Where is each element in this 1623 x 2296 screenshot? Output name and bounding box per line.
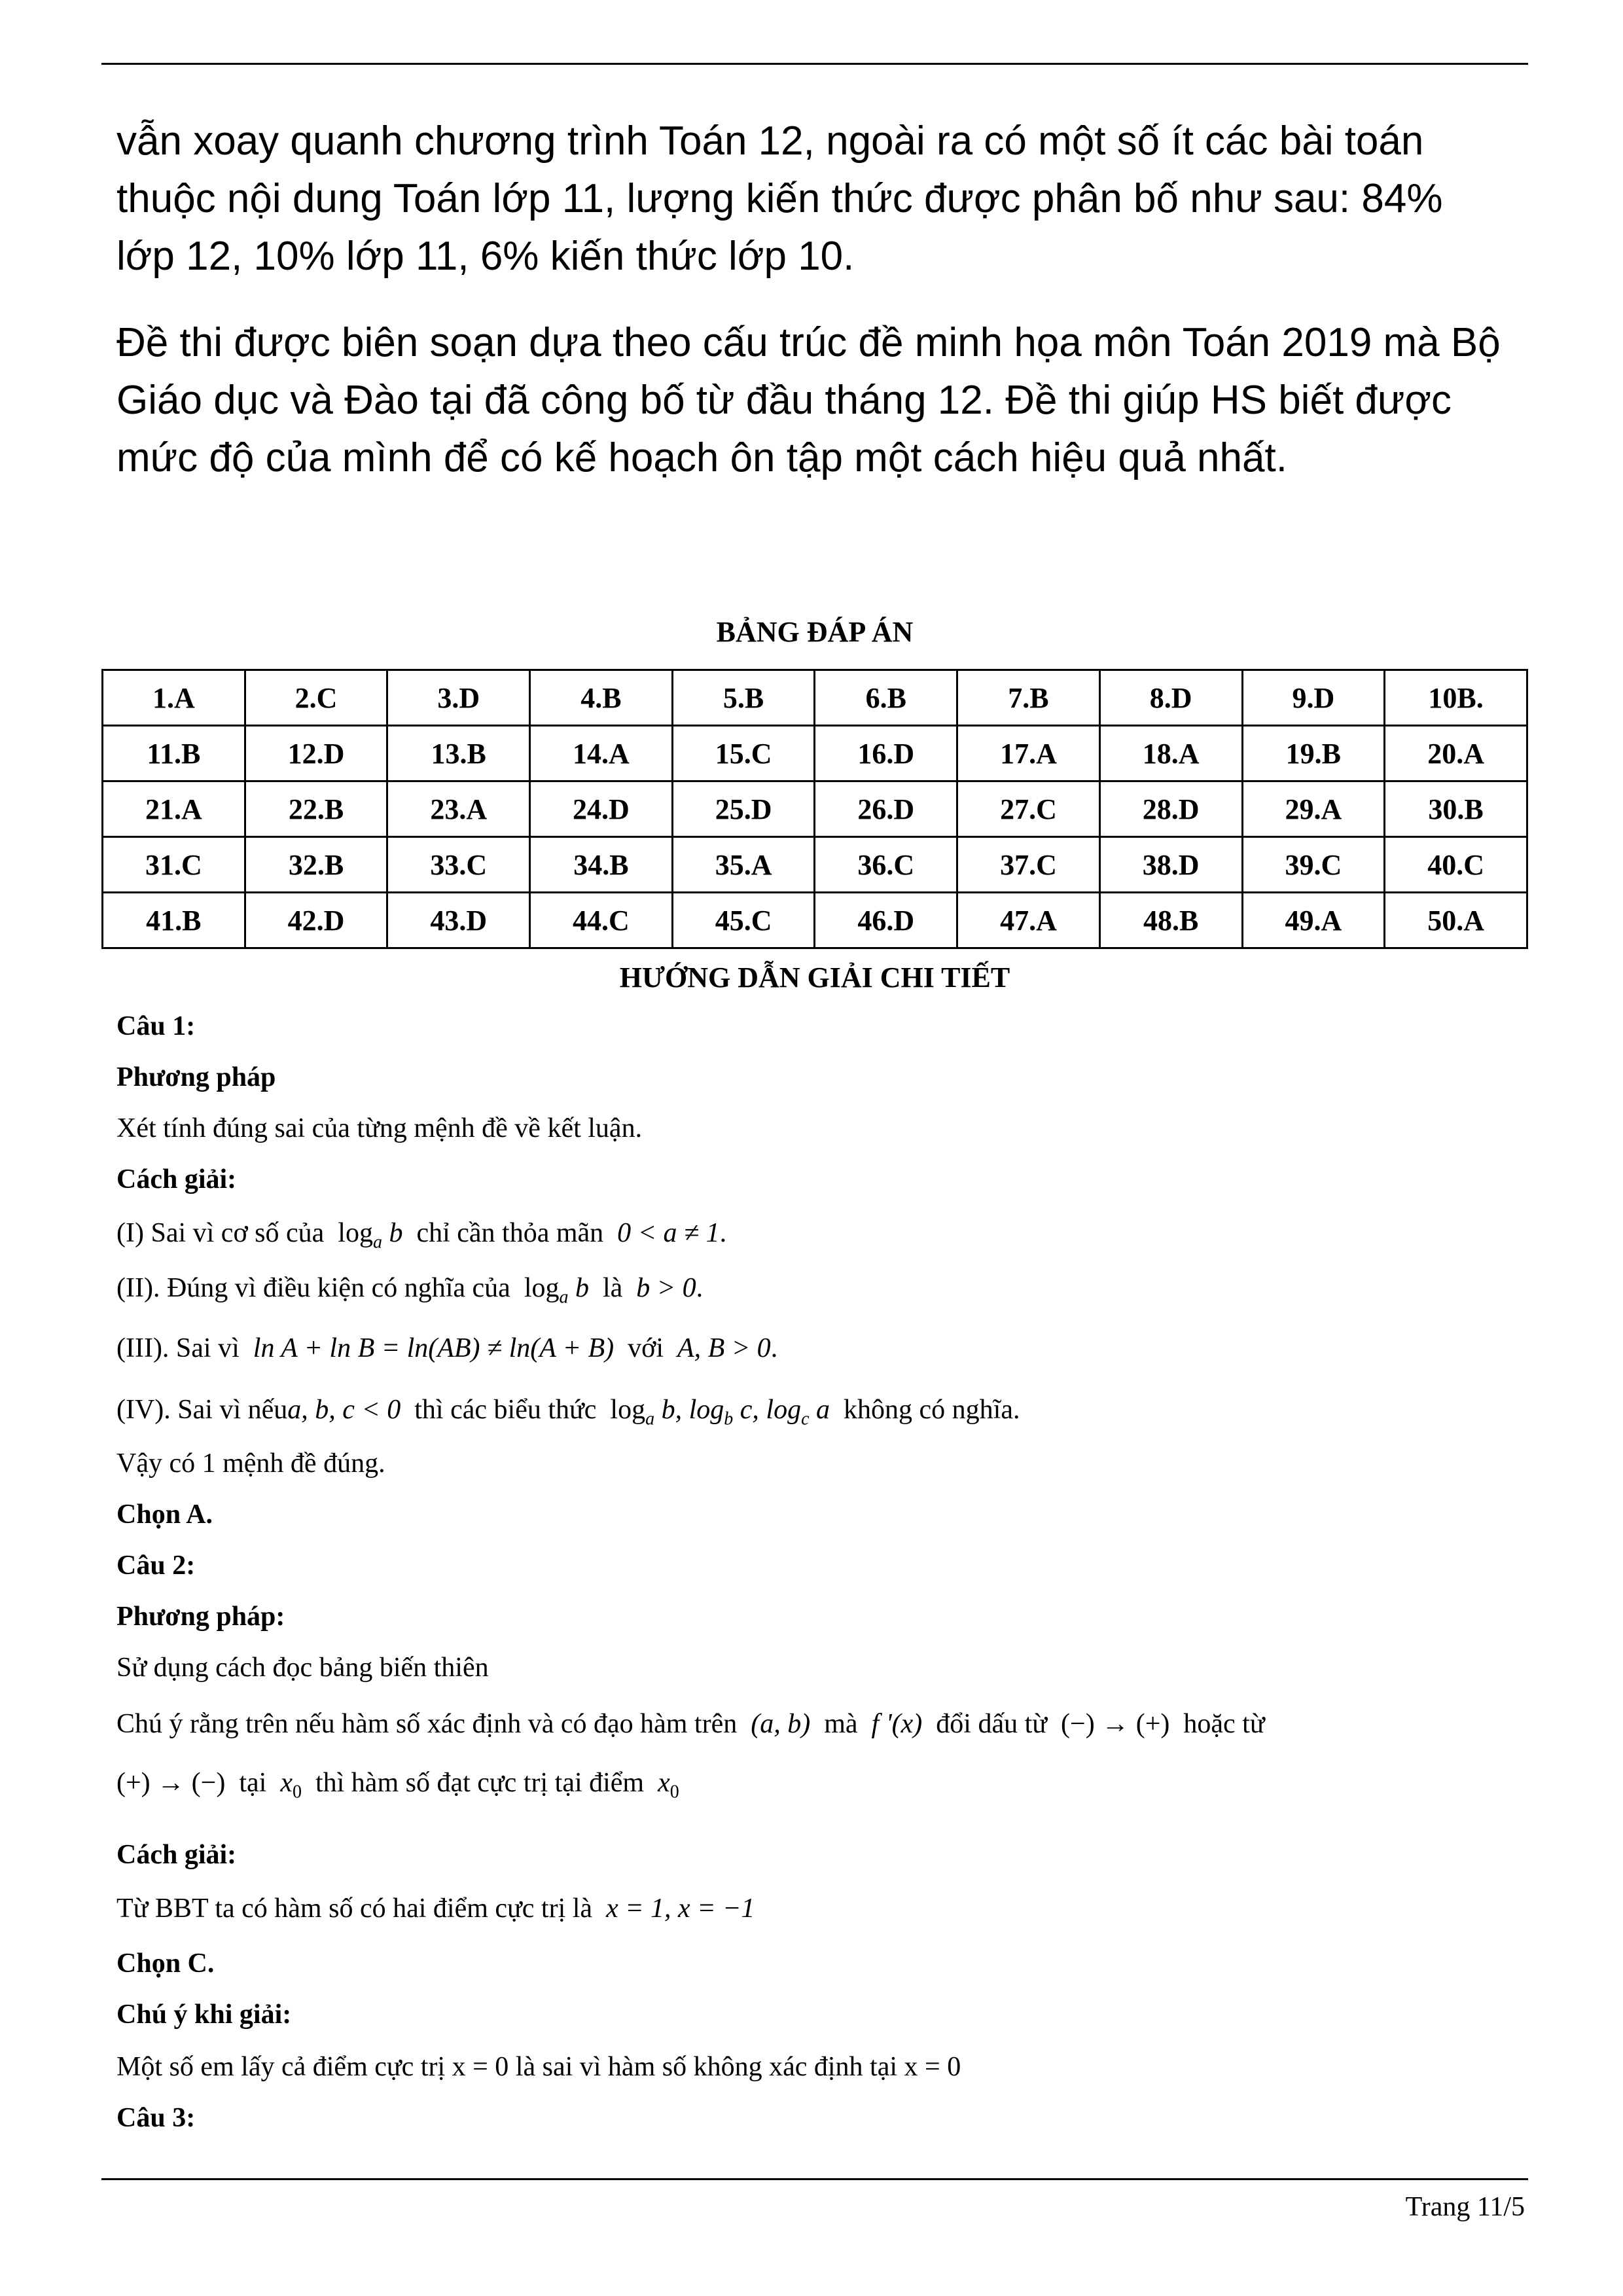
answer-cell: 21.A xyxy=(103,781,245,837)
q2-choice: Chọn C. xyxy=(116,1948,215,1979)
answer-row xyxy=(103,893,1527,948)
answer-cell: 26.D xyxy=(815,781,957,837)
answer-table xyxy=(101,669,1528,949)
answer-cell: 37.C xyxy=(957,837,1100,893)
answer-cell: 44.C xyxy=(530,893,673,948)
answer-cell: 4.B xyxy=(530,670,673,726)
answer-cell: 25.D xyxy=(672,781,815,837)
answer-cell: 20.A xyxy=(1385,726,1527,781)
answer-cell: 46.D xyxy=(815,893,957,948)
footer-rule xyxy=(101,2178,1528,2180)
header-rule xyxy=(101,63,1528,65)
answer-row xyxy=(103,670,1527,726)
q2-method-label: Phương pháp: xyxy=(116,1602,285,1632)
q1-statement-i: (I) Sai vì cơ số của $\log_a b$ chỉ cần thỏa mãn 0 < a ≠ 1. xyxy=(116,1218,727,1253)
q1-solve-label: Cách giải: xyxy=(116,1164,237,1194)
answer-cell: 8.D xyxy=(1099,670,1242,726)
answer-cell: 10B. xyxy=(1385,670,1527,726)
answer-cell: 30.B xyxy=(1385,781,1527,837)
answer-cell: 48.B xyxy=(1099,893,1242,948)
answer-cell: 19.B xyxy=(1242,726,1385,781)
answer-cell: 43.D xyxy=(387,893,530,948)
answer-row xyxy=(103,781,1527,837)
intro-paragraph-1: vẫn xoay quanh chương trình Toán 12, ngoài ra có một số ít các bài toán thuộc nội dung Toán lớp 11, lượng kiến thức được phân bố như sau: 84% lớp 12, 10% lớp 11, 6% kiến thức lớp 10. xyxy=(116,118,1443,279)
answer-cell: 13.B xyxy=(387,726,530,781)
answer-cell: 47.A xyxy=(957,893,1100,948)
answer-cell: 2.C xyxy=(245,670,387,726)
answer-cell: 35.A xyxy=(672,837,815,893)
q1-statement-iv: (IV). Sai vì nếua, b, c < 0 thì các biểu thức $\log_a b$, $\log_b c$, $\log_c a$ không có nghĩa. xyxy=(116,1395,1020,1429)
answer-cell: 32.B xyxy=(245,837,387,893)
q1-statement-ii: (II). Đúng vì điều kiện có nghĩa của $\log_a b$ là b > 0. xyxy=(116,1273,704,1308)
answer-cell: 11.B xyxy=(103,726,245,781)
q2-note-line-2: (+) → (−) tại $x_0$ thì hàm số đạt cực trị tại điểm $x_0$ xyxy=(116,1768,679,1803)
q3-heading: Câu 3: xyxy=(116,2103,196,2133)
answer-cell: 39.C xyxy=(1242,837,1385,893)
answer-cell: 17.A xyxy=(957,726,1100,781)
q2-caution-text: Một số em lấy cả điểm cực trị x = 0 là sai vì hàm số không xác định tại x = 0 xyxy=(116,2052,961,2082)
answer-cell: 15.C xyxy=(672,726,815,781)
q2-note-line-1: Chú ý rằng trên nếu hàm số xác định và có đạo hàm trên (a, b) mà f '(x) đổi dấu từ (−) → (+) hoặc từ xyxy=(116,1709,1265,1739)
page-number: Trang 11/5 xyxy=(1405,2192,1525,2222)
answer-cell: 34.B xyxy=(530,837,673,893)
answer-cell: 27.C xyxy=(957,781,1100,837)
answer-cell: 14.A xyxy=(530,726,673,781)
q1-method-label: Phương pháp xyxy=(116,1062,276,1092)
q1-method-text: Xét tính đúng sai của từng mệnh đề về kết luận. xyxy=(116,1113,643,1143)
answer-cell: 31.C xyxy=(103,837,245,893)
q1-conclusion: Vậy có 1 mệnh đề đúng. xyxy=(116,1448,385,1479)
answer-cell: 22.B xyxy=(245,781,387,837)
answer-cell: 45.C xyxy=(672,893,815,948)
answer-cell: 28.D xyxy=(1099,781,1242,837)
answer-cell: 6.B xyxy=(815,670,957,726)
q2-solve-text: Từ BBT ta có hàm số có hai điểm cực trị là x = 1, x = −1 xyxy=(116,1893,755,1924)
q2-caution-label: Chú ý khi giải: xyxy=(116,2000,292,2030)
answer-cell: 29.A xyxy=(1242,781,1385,837)
q1-choice: Chọn A. xyxy=(116,1499,213,1530)
answer-cell: 41.B xyxy=(103,893,245,948)
answer-cell: 42.D xyxy=(245,893,387,948)
answer-row xyxy=(103,837,1527,893)
intro-paragraph-2: Đề thi được biên soạn dựa theo cấu trúc đề minh họa môn Toán 2019 mà Bộ Giáo dục và Đào tại đã công bố từ đầu tháng 12. Đề thi giúp HS biết được mức độ của mình để có kế hoạch ôn tập một cách hiệu quả nhất. xyxy=(116,320,1501,480)
answer-cell: 1.A xyxy=(103,670,245,726)
q1-statement-iii: (III). Sai vì ln A + ln B = ln(AB) ≠ ln(A + B) với A, B > 0. xyxy=(116,1333,778,1363)
answer-cell: 18.A xyxy=(1099,726,1242,781)
answer-cell: 33.C xyxy=(387,837,530,893)
answer-cell: 3.D xyxy=(387,670,530,726)
solutions-title: HƯỚNG DẪN GIẢI CHI TIẾT xyxy=(619,961,1010,994)
q2-method-text: Sử dụng cách đọc bảng biến thiên xyxy=(116,1653,489,1683)
answer-cell: 38.D xyxy=(1099,837,1242,893)
q2-solve-label: Cách giải: xyxy=(116,1840,237,1870)
answer-cell: 16.D xyxy=(815,726,957,781)
answer-cell: 40.C xyxy=(1385,837,1527,893)
answer-cell: 36.C xyxy=(815,837,957,893)
answer-cell: 9.D xyxy=(1242,670,1385,726)
answer-cell: 23.A xyxy=(387,781,530,837)
answer-cell: 49.A xyxy=(1242,893,1385,948)
q1-heading: Câu 1: xyxy=(116,1011,196,1041)
answer-cell: 5.B xyxy=(672,670,815,726)
answer-table-title: BẢNG ĐÁP ÁN xyxy=(716,616,914,648)
q2-heading: Câu 2: xyxy=(116,1551,196,1581)
answer-row xyxy=(103,726,1527,781)
answer-cell: 12.D xyxy=(245,726,387,781)
answer-cell: 50.A xyxy=(1385,893,1527,948)
answer-cell: 7.B xyxy=(957,670,1100,726)
answer-cell: 24.D xyxy=(530,781,673,837)
